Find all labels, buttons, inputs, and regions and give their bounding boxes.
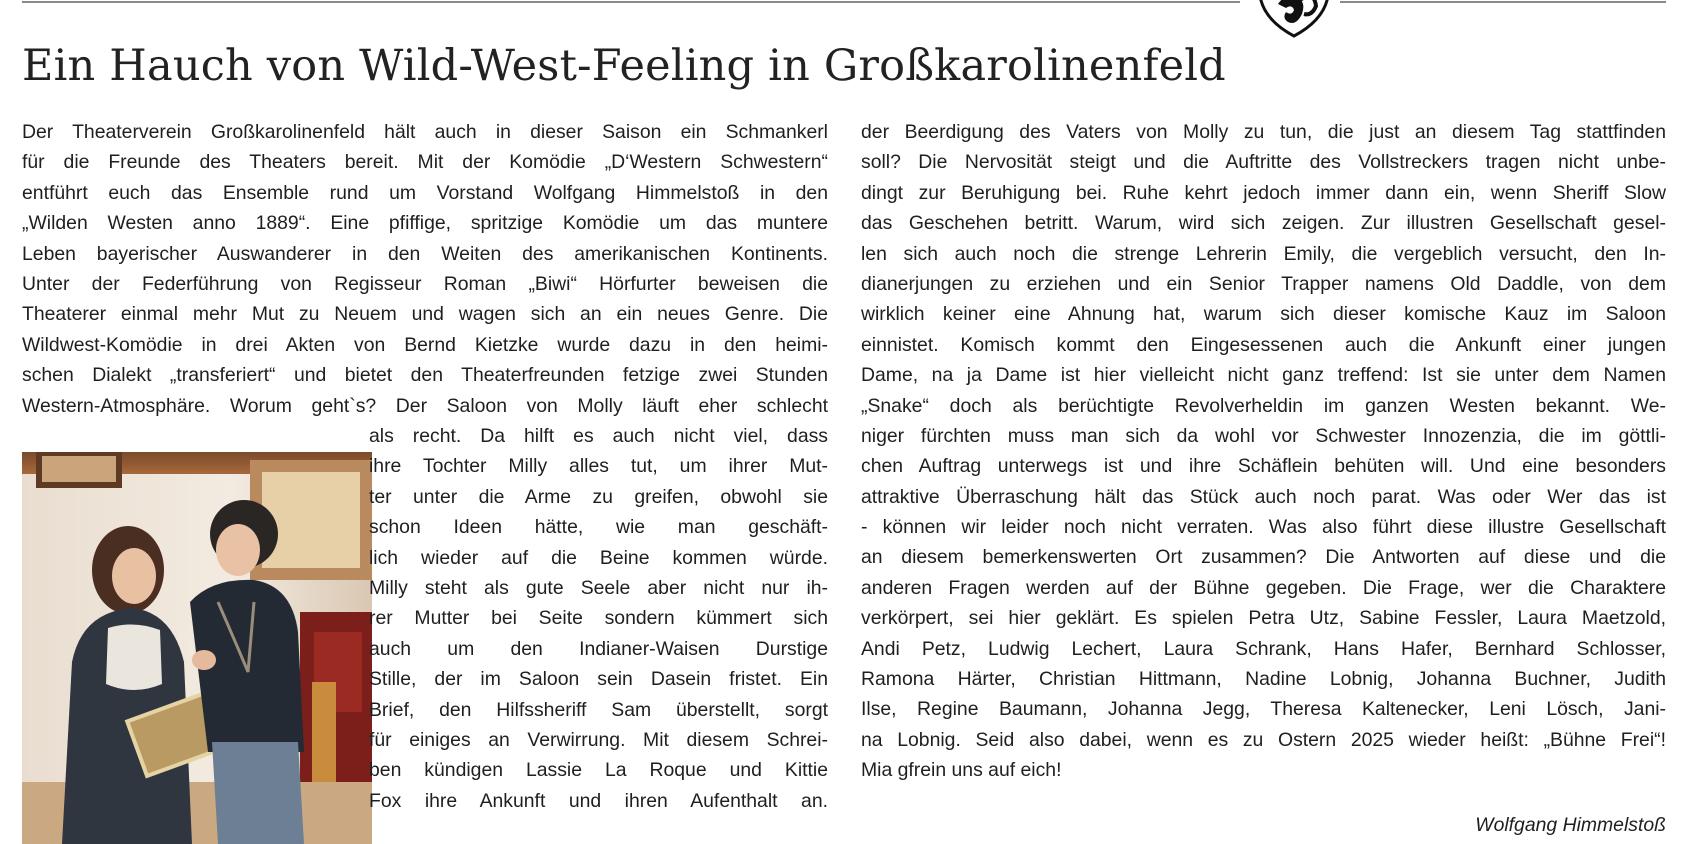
text-line: ben kündigen Lassie La Roque und Kittie: [369, 759, 828, 782]
author-signature: Wolfgang Himmelstoß: [1475, 814, 1666, 836]
text-line: „Wilden Westen anno 1889“. Eine pfiffige, spritzige Komödie um das muntere: [22, 212, 828, 235]
text-line: dingt zur Beruhigung bei. Ruhe kehrt jedoch immer dann ein, wenn Sheriff Slow: [861, 181, 1666, 204]
text-line: für einiges an Verwirrung. Mit diesem Schrei-: [369, 728, 828, 751]
top-rule-left: [22, 1, 1240, 3]
text-line: Milly steht als gute Seele aber nicht nur ih-: [369, 576, 828, 599]
club-crest-icon: [1248, 0, 1340, 40]
text-line: Western-Atmosphäre. Worum geht`s? Der Saloon von Molly läuft eher schlecht: [22, 394, 828, 417]
photo-two-actresses-icon: [22, 452, 372, 844]
text-line: auch um den Indianer-Waisen Durstige: [369, 637, 828, 660]
text-line: na Lobnig. Seid also dabei, wenn es zu Ostern 2025 wieder heißt: „Bühne Frei“!: [861, 728, 1666, 751]
text-line: Stille, der im Saloon sein Dasein fristet. Ein: [369, 668, 828, 691]
text-line: len sich auch noch die strenge Lehrerin Emily, die vergeblich versucht, den In-: [861, 242, 1666, 265]
text-line: schon Ideen hätte, wie man geschäft-: [369, 516, 828, 539]
text-line: rer Mutter bei Seite sondern kümmert sich: [369, 607, 828, 630]
article-headline: Ein Hauch von Wild-West-Feeling in Großkarolinenfeld: [22, 41, 1226, 91]
text-line: der Beerdigung des Vaters von Molly zu tun, die just an diesem Tag stattfinden: [861, 121, 1666, 143]
text-line: Ramona Härter, Christian Hittmann, Nadine Lobnig, Johanna Buchner, Judith: [861, 668, 1666, 691]
text-line: Brief, den Hilfssheriff Sam überstellt, sorgt: [369, 698, 828, 721]
text-line: Leben bayerischer Auswanderer in den Weiten des amerikanischen Kontinents.: [22, 242, 828, 265]
article-column-2: [861, 117, 1666, 786]
text-line: „Snake“ doch als berüchtigte Revolverheldin im ganzen Westen bekannt. We-: [861, 394, 1666, 417]
text-line: Ilse, Regine Baumann, Johanna Jegg, Theresa Kaltenecker, Leni Lösch, Jani-: [861, 698, 1666, 721]
text-line: entführt euch das Ensemble rund um Vorstand Wolfgang Himmelstoß in den: [22, 181, 828, 204]
text-line: einnistet. Komisch kommt den Eingesessenen auch die Ankunft einer jungen: [861, 333, 1666, 356]
article-column-1: [22, 117, 828, 421]
text-line: verkörpert, sei hier geklärt. Es spielen Petra Utz, Sabine Fessler, Laura Maetzold,: [861, 607, 1666, 630]
text-line: anderen Fragen werden auf der Bühne gegeben. Die Frage, wer die Charaktere: [861, 576, 1666, 599]
text-line: wirklich keiner eine Ahnung hat, warum sich dieser komische Kauz im Saloon: [861, 303, 1666, 326]
text-line: ter unter die Arme zu greifen, obwohl sie: [369, 485, 828, 508]
text-line: Der Theaterverein Großkarolinenfeld hält auch in dieser Saison ein Schmankerl: [22, 121, 828, 143]
text-line: Unter der Federführung von Regisseur Roman „Biwi“ Hörfurter beweisen die: [22, 272, 828, 295]
text-line: Wildwest-Komödie in drei Akten von Bernd Kietzke wurde dazu in den heimi-: [22, 333, 828, 356]
text-line: dianerjungen zu erziehen und ein Senior Trapper namens Old Daddle, von dem: [861, 272, 1666, 295]
top-rule-right: [1340, 1, 1666, 3]
article-column-1-wrap: [369, 421, 828, 816]
text-line: niger fürchten muss man sich da wohl vor Schwester Innozenzia, die im göttli-: [861, 424, 1666, 447]
top-rule: [22, 0, 1666, 6]
text-line: - können wir leider noch nicht verraten. Was also führt diese illustre Gesellschaft: [861, 516, 1666, 539]
text-line: an diesem bemerkenswerten Ort zusammen? Die Antworten auf diese und die: [861, 546, 1666, 569]
text-line: Mia gfrein uns auf eich!: [861, 759, 1062, 782]
text-line: lich wieder auf die Beine kommen würde.: [369, 546, 828, 569]
text-line: Fox ihre Ankunft und ihren Aufenthalt an.: [369, 789, 828, 812]
text-line: schen Dialekt „transferiert“ und bietet den Theaterfreunden fetzige zwei Stunden: [22, 364, 828, 387]
text-line: Theaterer einmal mehr Mut zu Neuem und wagen sich an ein neues Genre. Die: [22, 303, 828, 326]
text-line: Andi Petz, Ludwig Lechert, Laura Schrank, Hans Hafer, Bernhard Schlosser,: [861, 637, 1666, 660]
text-line: Dame, na ja Dame ist hier vielleicht nicht ganz treffend: Ist sie unter dem Namen: [861, 364, 1666, 387]
text-line: für die Freunde des Theaters bereit. Mit der Komödie „D‘Western Schwestern“: [22, 151, 828, 174]
text-line: attraktive Überraschung hält das Stück auch noch parat. Was oder Wer das ist: [861, 485, 1666, 508]
text-line: als recht. Da hilft es auch nicht viel, dass: [369, 425, 828, 447]
text-line: das Geschehen betritt. Warum, wird sich zeigen. Zur illustren Gesellschaft gesel-: [861, 212, 1666, 235]
text-line: soll? Die Nervosität steigt und die Auftritte des Vollstreckers tragen nicht unbe-: [861, 151, 1666, 174]
text-line: ihre Tochter Milly alles tut, um ihrer Mut-: [369, 455, 828, 478]
text-line: chen Auftrag unterwegs ist und ihre Schäflein behüten will. Und eine besonders: [861, 455, 1666, 478]
